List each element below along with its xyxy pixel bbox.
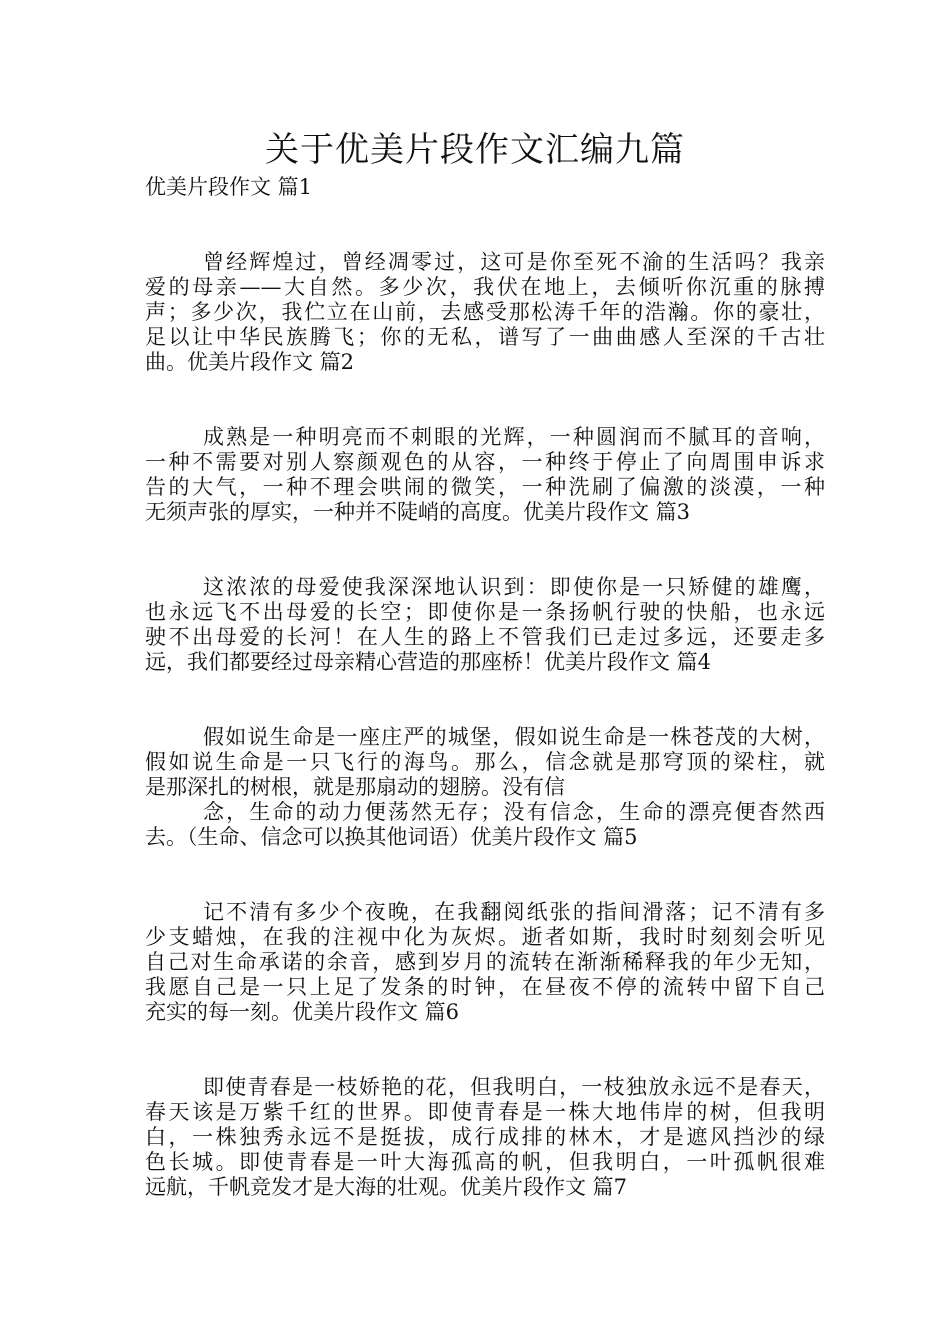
- section-heading-1: 优美片段作文 篇1: [145, 175, 313, 199]
- document-title: 关于优美片段作文汇编九篇: [265, 130, 685, 170]
- paragraph-6-line-1: 即使青春是一枝娇艳的花，但我明白，一枝独放永远不是春天，: [203, 1075, 825, 1099]
- paragraph-4-line-5: 去。（生命、信念可以换其他词语）优美片段作文 篇5: [145, 825, 638, 849]
- paragraph-5-line-4: 我愿自己是一只上足了发条的时钟，在昼夜不停的流转中留下自己: [145, 975, 825, 999]
- paragraph-3-line-1: 这浓浓的母爱使我深深地认识到：即使你是一只矫健的雄鹰，: [203, 575, 825, 599]
- paragraph-6-line-2: 春天该是万紫千红的世界。即使青春是一株大地伟岸的树，但我明: [145, 1100, 825, 1124]
- paragraph-3-line-2: 也永远飞不出母爱的长空；即使你是一条扬帆行驶的快船，也永远: [145, 600, 825, 624]
- paragraph-4-line-3: 是那深扎的树根，就是那扇动的翅膀。没有信: [145, 775, 565, 799]
- paragraph-3-line-3: 驶不出母爱的长河！在人生的路上不管我们已走过多远，还要走多: [145, 625, 825, 649]
- paragraph-5-line-1: 记不清有多少个夜晚，在我翻阅纸张的指间滑落；记不清有多: [203, 900, 825, 924]
- paragraph-6-line-5: 远航，千帆竞发才是大海的壮观。优美片段作文 篇7: [145, 1175, 628, 1199]
- paragraph-4-line-4: 念，生命的动力便荡然无存；没有信念，生命的漂亮便杳然西: [203, 800, 825, 824]
- paragraph-1-line-4: 足以让中华民族腾飞；你的无私，谱写了一曲曲感人至深的千古壮: [145, 325, 825, 349]
- paragraph-5-line-3: 自己对生命承诺的余音，感到岁月的流转在渐渐稀释我的年少无知，: [145, 950, 825, 974]
- paragraph-4-line-2: 假如说生命是一只飞行的海鸟。那么，信念就是那穹顶的梁柱，就: [145, 750, 825, 774]
- paragraph-4-line-1: 假如说生命是一座庄严的城堡，假如说生命是一株苍茂的大树，: [203, 725, 825, 749]
- paragraph-1-line-2: 爱的母亲——大自然。多少次，我伏在地上，去倾听你沉重的脉搏: [145, 275, 825, 299]
- paragraph-2-line-1: 成熟是一种明亮而不刺眼的光辉，一种圆润而不腻耳的音响，: [203, 425, 825, 449]
- paragraph-1-line-5: 曲。优美片段作文 篇2: [145, 350, 355, 374]
- paragraph-3-line-4: 远，我们都要经过母亲精心营造的那座桥！优美片段作文 篇4: [145, 650, 712, 674]
- paragraph-2-line-2: 一种不需要对别人察颜观色的从容，一种终于停止了向周围申诉求: [145, 450, 825, 474]
- paragraph-5-line-5: 充实的每一刻。优美片段作文 篇6: [145, 1000, 460, 1024]
- paragraph-5-line-2: 少支蜡烛，在我的注视中化为灰烬。逝者如斯，我时时刻刻会听见: [145, 925, 825, 949]
- paragraph-6-line-4: 色长城。即使青春是一叶大海孤高的帆，但我明白，一叶孤帆很难: [145, 1150, 825, 1174]
- paragraph-2-line-4: 无须声张的厚实，一种并不陡峭的高度。优美片段作文 篇3: [145, 500, 691, 524]
- paragraph-1-line-1: 曾经辉煌过，曾经凋零过，这可是你至死不渝的生活吗？我亲: [203, 250, 825, 274]
- paragraph-1-line-3: 声；多少次，我伫立在山前，去感受那松涛千年的浩瀚。你的豪壮，: [145, 300, 825, 324]
- paragraph-2-line-3: 告的大气，一种不理会哄闹的微笑，一种洗刷了偏激的淡漠，一种: [145, 475, 825, 499]
- paragraph-6-line-3: 白，一株独秀永远不是挺拔，成行成排的林木，才是遮风挡沙的绿: [145, 1125, 825, 1149]
